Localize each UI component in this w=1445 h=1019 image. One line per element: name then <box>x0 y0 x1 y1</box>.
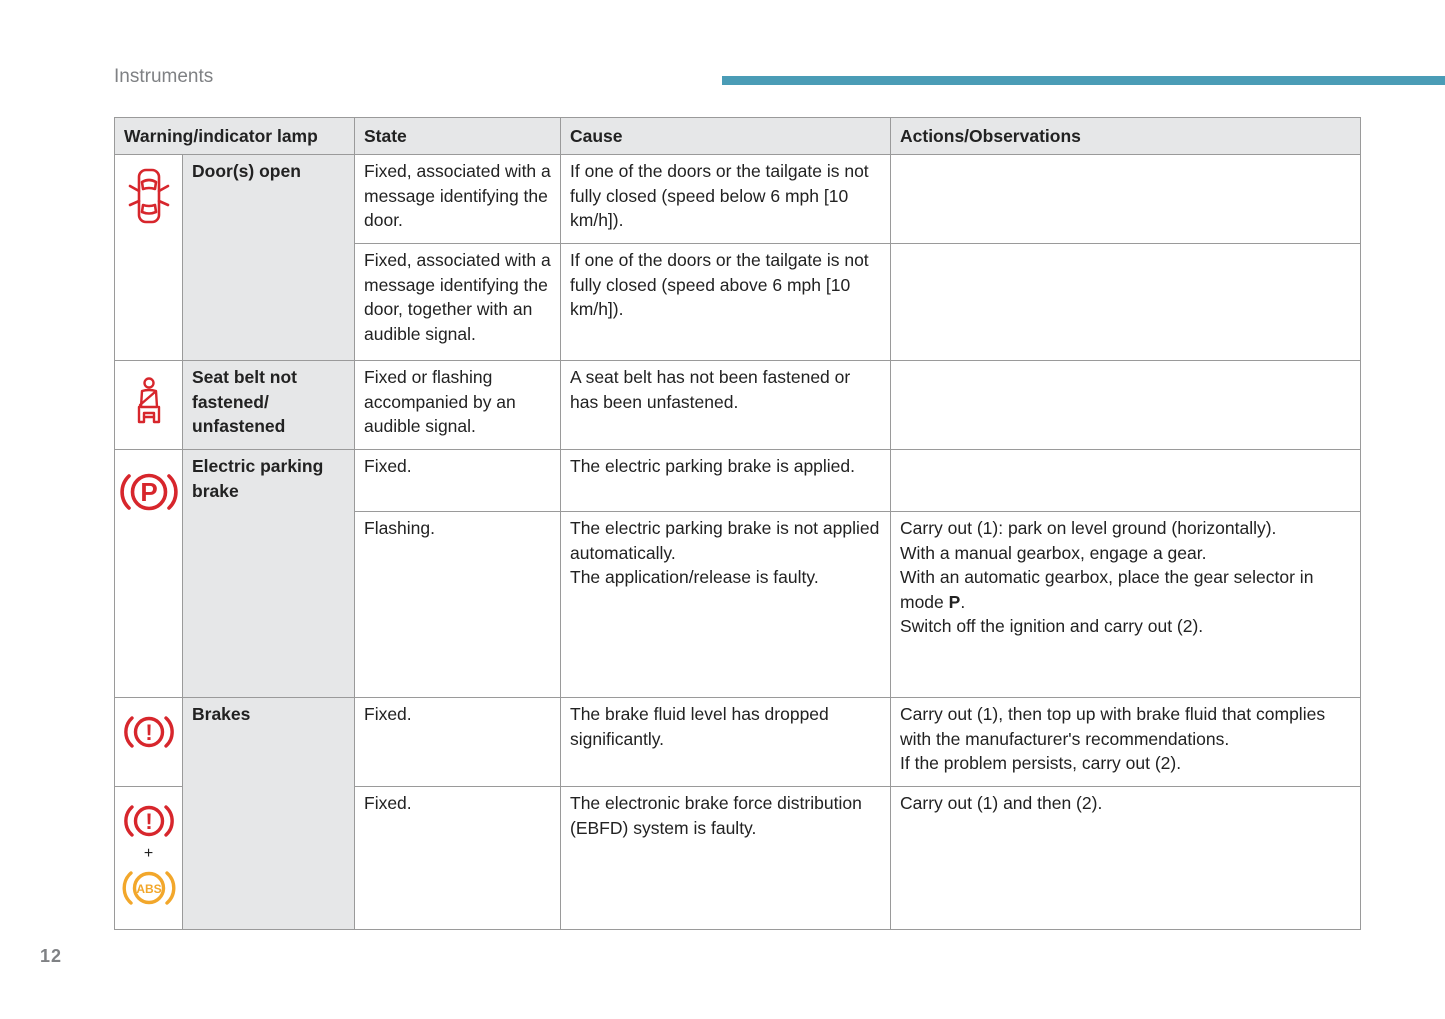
table-row <box>115 155 1361 244</box>
brake-abs-icon-cell <box>115 787 183 930</box>
cause-cell: If one of the doors or the tailgate is not fully closed (speed below 6 mph [10 km/h]). <box>561 155 891 244</box>
action-cell <box>891 512 1361 698</box>
action-text: With an automatic gearbox, place the gear selector in mode <box>900 567 1314 612</box>
action-cell <box>891 698 1361 787</box>
action-cell <box>891 244 1361 361</box>
cause-cell: The brake fluid level has dropped significantly. <box>561 698 891 787</box>
action-cell: Carry out (1) and then (2). <box>891 787 1361 930</box>
lamp-name-seat-belt: Seat belt not fastened/ unfastened <box>183 361 355 450</box>
abs-label: ABS <box>135 882 162 896</box>
action-line: Switch off the ignition and carry out (2). <box>900 616 1204 636</box>
state-cell: Fixed. <box>355 787 561 930</box>
table-row <box>115 450 1361 512</box>
door-open-icon <box>126 167 172 225</box>
brake-icon-cell <box>115 698 183 787</box>
seat-belt-icon <box>134 377 164 427</box>
brake-warning-icon <box>124 712 174 752</box>
action-line: Carry out (1): park on level ground (horizontally). <box>900 518 1277 538</box>
action-line: Carry out (1), then top up with brake fluid that complies with the manufacturer's recommendations. <box>900 704 1326 749</box>
cause-cell: A seat belt has not been fastened or has been unfastened. <box>561 361 891 450</box>
cause-line: The electric parking brake is not applied automatically. <box>570 518 880 563</box>
state-cell: Fixed. <box>355 698 561 787</box>
cause-cell: The electronic brake force distribution (EBFD) system is faulty. <box>561 787 891 930</box>
lamp-name-parking-brake: Electric parking brake <box>183 450 355 698</box>
brake-exclamation: ! <box>144 809 153 834</box>
cause-line: The application/release is faulty. <box>570 567 819 587</box>
parking-icon-cell <box>115 450 183 698</box>
action-cell <box>891 361 1361 450</box>
state-cell: Flashing. <box>355 512 561 698</box>
brake-exclamation: ! <box>144 720 153 745</box>
gear-mode-label: P <box>948 591 961 612</box>
column-header-actions: Actions/Observations <box>891 118 1361 155</box>
action-cell <box>891 155 1361 244</box>
state-cell: Fixed. <box>355 450 561 512</box>
warning-lamp-table <box>114 117 1361 930</box>
lamp-name-brakes: Brakes <box>183 698 355 930</box>
action-line <box>900 565 1351 614</box>
action-cell <box>891 450 1361 512</box>
action-text-end: . <box>960 591 966 612</box>
cause-cell: If one of the doors or the tailgate is not fully closed (speed above 6 mph [10 km/h]). <box>561 244 891 361</box>
state-cell: Fixed or flashing accompanied by an audible signal. <box>355 361 561 450</box>
table-row <box>115 361 1361 450</box>
column-header-state: State <box>355 118 561 155</box>
page-number: 12 <box>40 946 63 966</box>
table-header-row <box>115 118 1361 155</box>
door-icon-cell <box>115 155 183 361</box>
lamp-name-door-open: Door(s) open <box>183 155 355 361</box>
abs-warning-icon <box>122 867 176 909</box>
section-title: Instruments <box>114 66 214 87</box>
cause-cell: The electric parking brake is applied. <box>561 450 891 512</box>
parking-brake-letter: P <box>139 477 158 507</box>
brake-warning-icon <box>124 801 174 841</box>
accent-bar <box>722 76 1445 85</box>
action-line: If the problem persists, carry out (2). <box>900 753 1182 773</box>
state-cell: Fixed, associated with a message identifying the door, together with an audible signal. <box>355 244 561 361</box>
parking-brake-icon <box>120 468 178 516</box>
column-header-cause: Cause <box>561 118 891 155</box>
plus-sign: + <box>143 845 154 862</box>
cause-cell <box>561 512 891 698</box>
state-cell: Fixed, associated with a message identifying the door. <box>355 155 561 244</box>
action-line: With a manual gearbox, engage a gear. <box>900 542 1207 563</box>
seatbelt-icon-cell <box>115 361 183 450</box>
column-header-lamp: Warning/indicator lamp <box>115 118 355 155</box>
table-row <box>115 698 1361 787</box>
